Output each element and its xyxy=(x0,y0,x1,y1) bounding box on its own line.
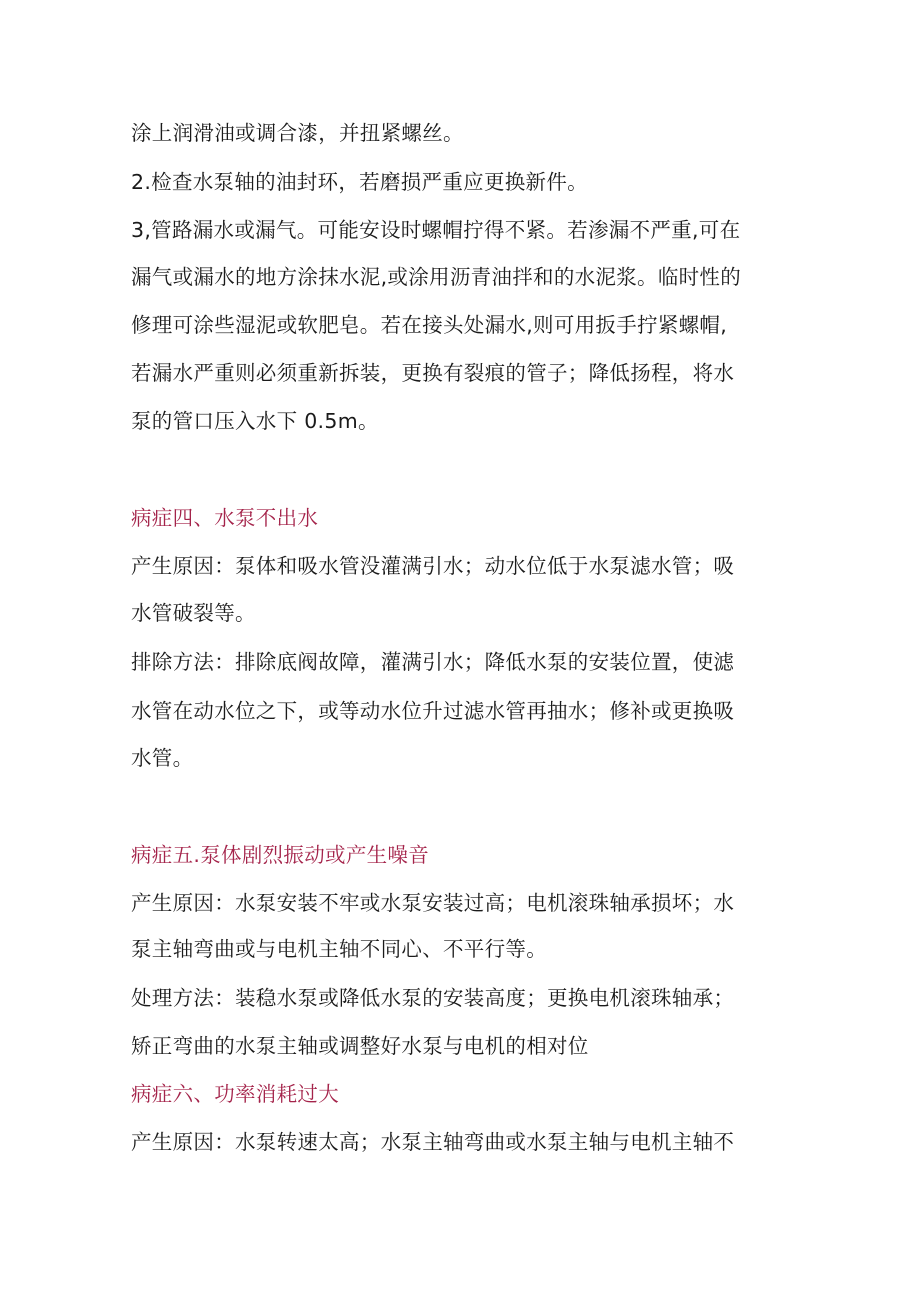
paragraph-line: 处理方法：装稳水泵或降低水泵的安装高度；更换电机滚珠轴承； xyxy=(131,986,735,1010)
section-heading: 病症五.泵体剧烈振动或产生噪音 xyxy=(131,843,430,867)
section-heading: 病症四、水泵不出水 xyxy=(131,506,319,530)
paragraph-line: 3,管路漏水或漏气。可能安设时螺帽拧得不紧。若渗漏不严重,可在 xyxy=(131,218,741,242)
section-heading: 病症六、功率消耗过大 xyxy=(131,1082,339,1106)
paragraph-line: 产生原因：泵体和吸水管没灌满引水；动水位低于水泵滤水管；吸 xyxy=(131,554,735,578)
paragraph-line: 产生原因：水泵安装不牢或水泵安装过高；电机滚珠轴承损坏；水 xyxy=(131,891,735,915)
paragraph-line: 泵的管口压入水下 0.5m。 xyxy=(131,409,379,433)
paragraph-line: 水管。 xyxy=(131,746,194,770)
paragraph-line: 产生原因：水泵转速太高；水泵主轴弯曲或水泵主轴与电机主轴不 xyxy=(131,1130,735,1154)
paragraph-line: 水管破裂等。 xyxy=(131,601,256,625)
paragraph-line: 漏气或漏水的地方涂抹水泥,或涂用沥青油拌和的水泥浆。临时性的 xyxy=(131,265,742,289)
paragraph-line: 排除方法：排除底阀故障，灌满引水；降低水泵的安装位置，使滤 xyxy=(131,650,735,674)
paragraph-line: 2.检查水泵轴的油封环，若磨损严重应更换新件。 xyxy=(131,170,588,194)
paragraph-line: 若漏水严重则必须重新拆装，更换有裂痕的管子；降低扬程，将水 xyxy=(131,361,735,385)
paragraph-line: 涂上润滑油或调合漆，并扭紧螺丝。 xyxy=(131,121,464,145)
paragraph-line: 泵主轴弯曲或与电机主轴不同心、不平行等。 xyxy=(131,937,547,961)
paragraph-line: 水管在动水位之下，或等动水位升过滤水管再抽水；修补或更换吸 xyxy=(131,699,735,723)
paragraph-line: 矫正弯曲的水泵主轴或调整好水泵与电机的相对位 xyxy=(131,1034,589,1058)
paragraph-line: 修理可涂些湿泥或软肥皂。若在接头处漏水,则可用扳手拧紧螺帽, xyxy=(131,313,728,337)
